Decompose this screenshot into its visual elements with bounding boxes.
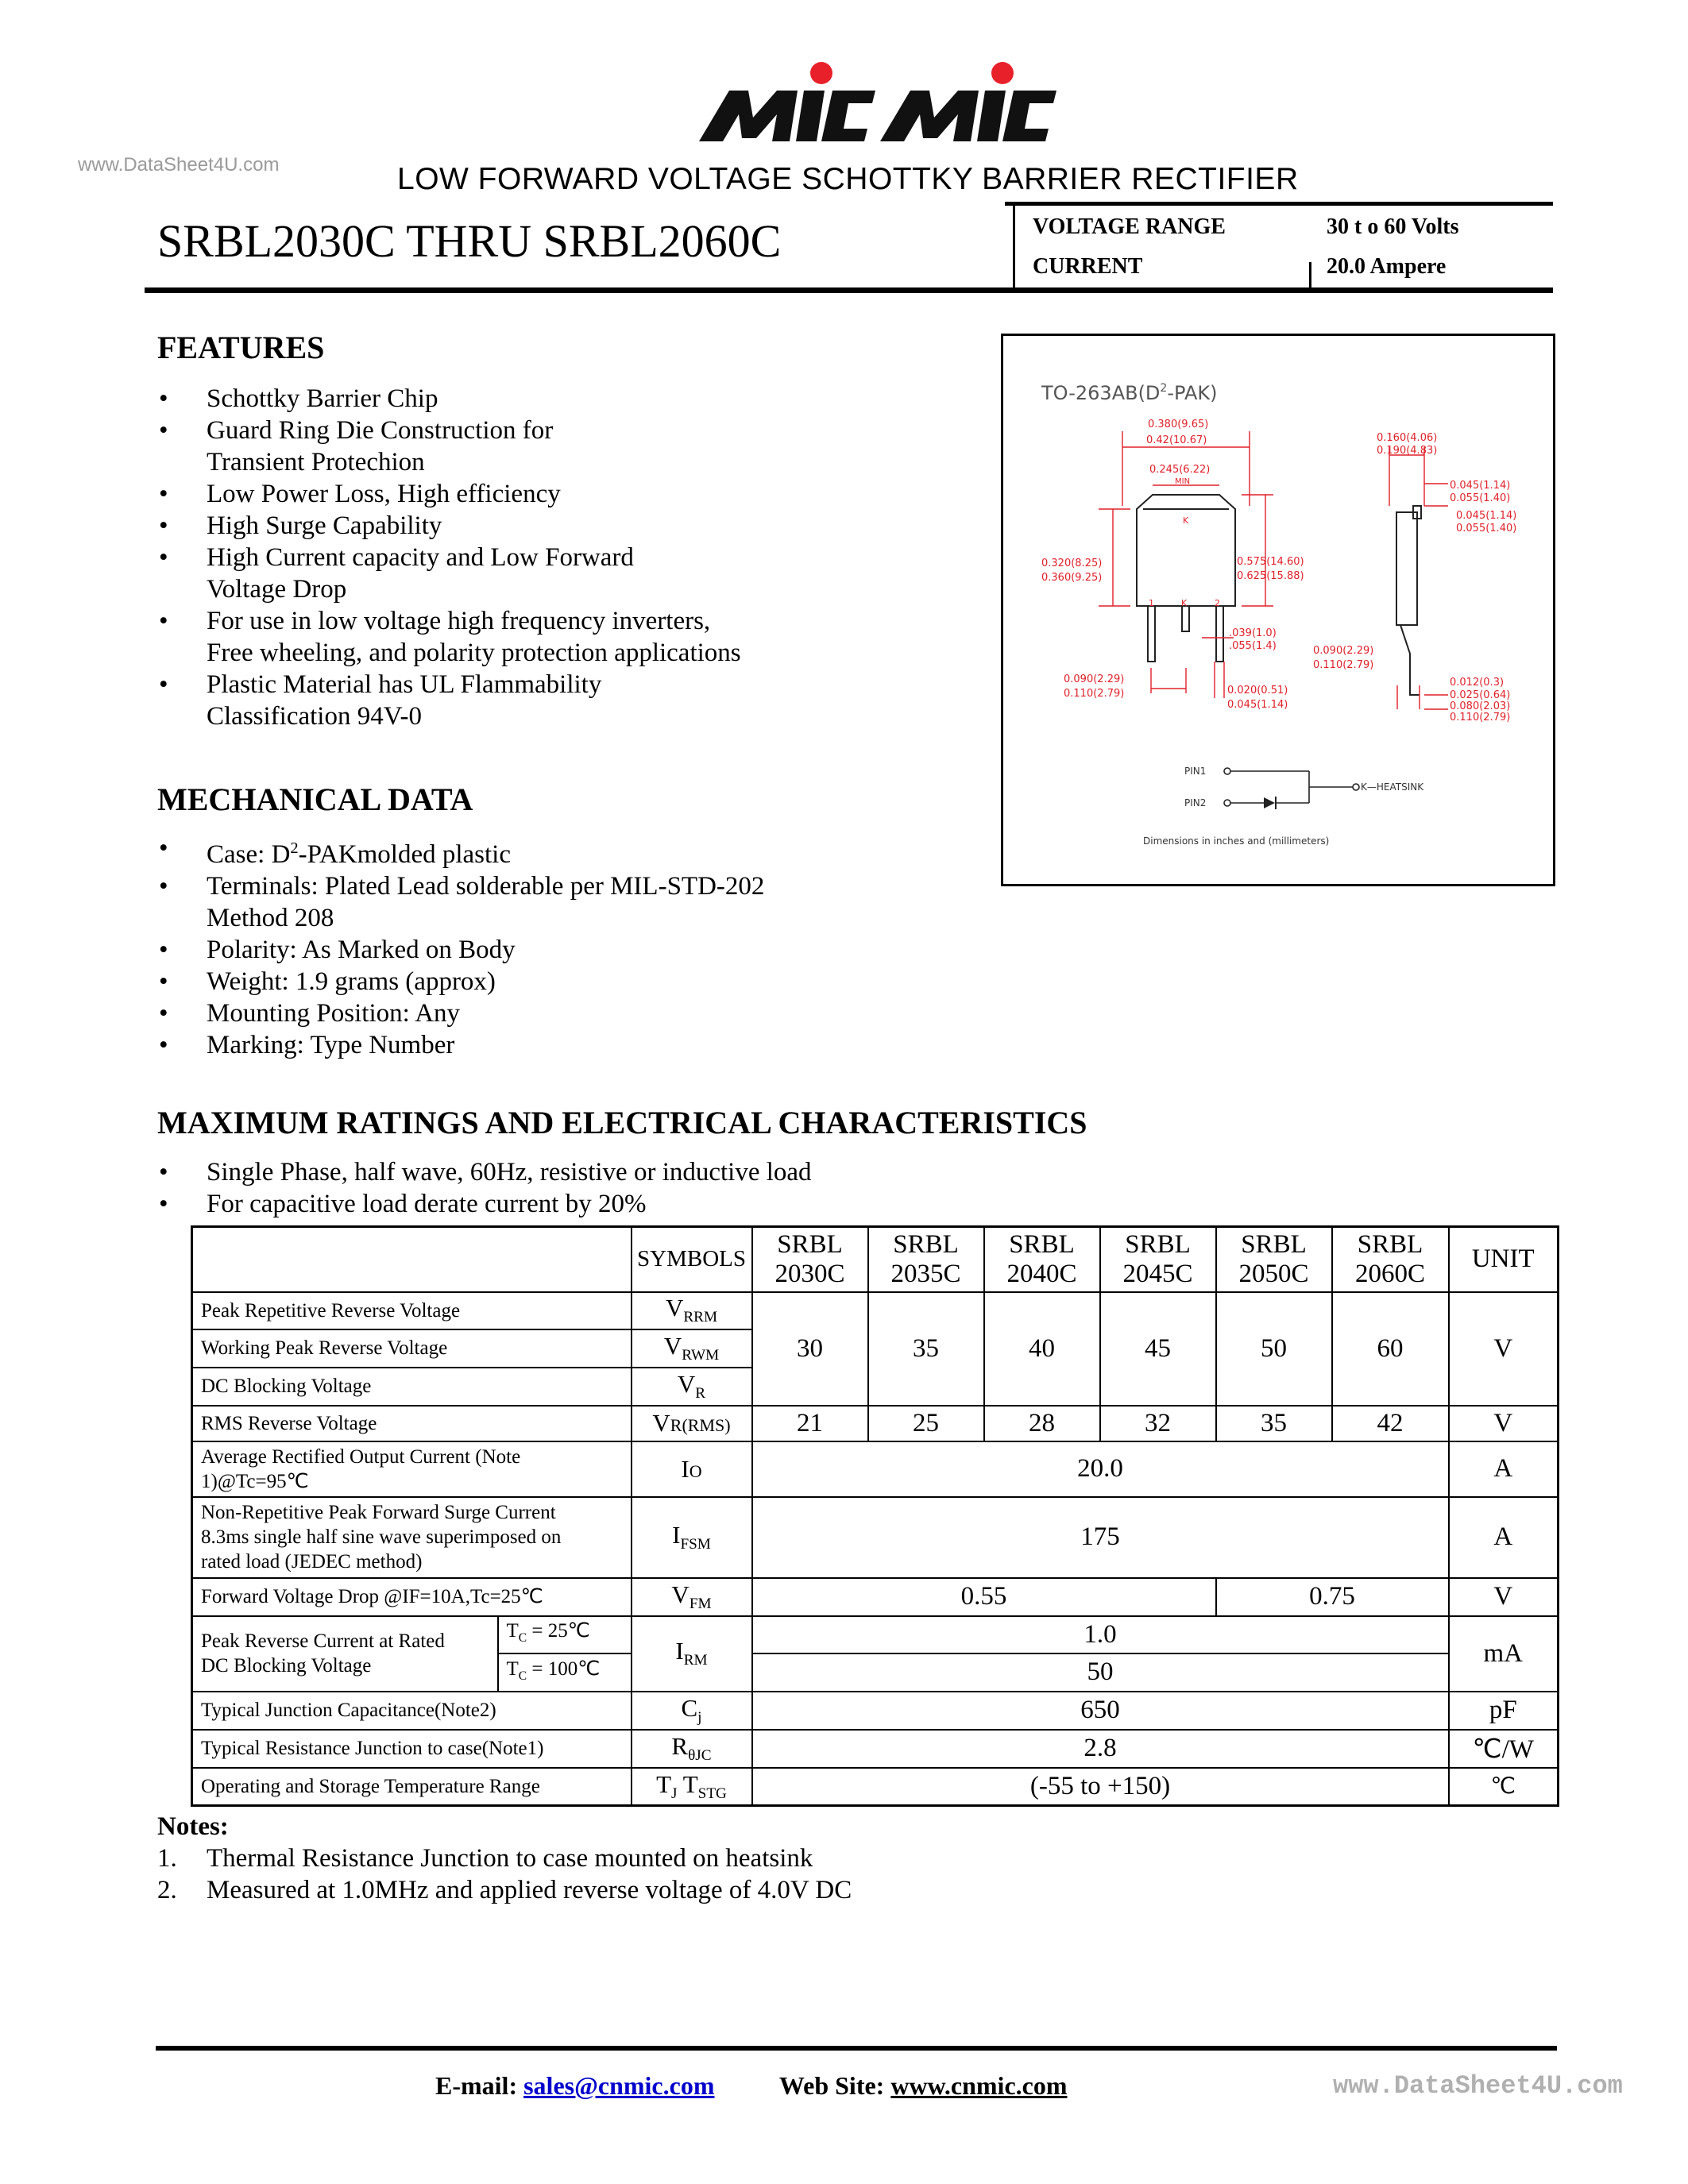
- symbol-cell: VR(RMS): [632, 1406, 752, 1441]
- dim-text: MIN: [1175, 477, 1191, 486]
- unit-cell: mA: [1449, 1616, 1559, 1692]
- footer-rule: [156, 2046, 1557, 2051]
- param-cell: Forward Voltage Drop @IF=10A,Tc=25℃: [192, 1578, 632, 1616]
- unit-cell: ℃: [1449, 1768, 1559, 1806]
- dim-text: 0.160(4.06): [1377, 432, 1438, 444]
- value-cell: 25: [868, 1406, 984, 1441]
- dim-text: .039(1.0): [1229, 627, 1277, 639]
- symbol-cell: $I_{FSM}$: [632, 1497, 752, 1578]
- param-cell: Peak Reverse Current at Rated DC Blocking Voltage: [192, 1616, 498, 1692]
- website-link[interactable]: www.cnmic.com: [890, 2071, 1068, 2100]
- table-row: [192, 1616, 1559, 1653]
- param-cell: Working Peak Reverse Voltage: [192, 1329, 632, 1368]
- dim-text: 0.42(10.67): [1146, 434, 1207, 446]
- note-item: 2. Measured at 1.0MHz and applied reverse voltage of 4.0V DC: [157, 1876, 852, 1904]
- pin1-label: PIN1: [1184, 766, 1207, 777]
- mechanical-item: • Mounting Position: Any: [157, 997, 764, 1029]
- model-header: SRBL 2030C: [752, 1227, 868, 1292]
- dim-text: 0.055(1.40): [1450, 492, 1511, 504]
- symbol-cell: $I_{RM}$: [632, 1616, 752, 1692]
- dim-text: 0.190(4.83): [1377, 445, 1438, 457]
- dim-text: 0.090(2.29): [1064, 673, 1125, 685]
- table-row: [192, 1692, 1559, 1730]
- table-row: [192, 1441, 1559, 1497]
- table-row: [192, 1292, 1559, 1329]
- symbols-header: SYMBOLS: [632, 1227, 752, 1292]
- value-cell: 42: [1332, 1406, 1449, 1441]
- condition-cell: $T_C$ = 100℃: [498, 1653, 632, 1692]
- value-cell: 2.8: [752, 1730, 1449, 1768]
- dim-text: 0.360(9.25): [1041, 572, 1103, 584]
- mechanical-list: [157, 832, 764, 1061]
- condition-item: • Single Phase, half wave, 60Hz, resistive or inductive load: [157, 1156, 812, 1188]
- logo-mic-left: [699, 62, 875, 141]
- mechanical-item: • Marking: Type Number: [157, 1029, 764, 1061]
- unit-cell: V: [1449, 1406, 1559, 1441]
- value-cell: 50: [752, 1653, 1449, 1692]
- header-top-rule: [1005, 202, 1553, 206]
- mechanical-heading: MECHANICAL DATA: [157, 781, 473, 817]
- symbol-cell: $V_R$: [632, 1368, 752, 1406]
- feature-item: • Plastic Material has UL Flammability Classification 94V-0: [157, 669, 741, 732]
- pin2-label: PIN2: [1184, 797, 1207, 808]
- param-header-cell: [192, 1227, 632, 1292]
- dim-text: 2: [1215, 598, 1220, 608]
- symbol-cell: $C_j$: [632, 1692, 752, 1730]
- unit-header: UNIT: [1449, 1227, 1559, 1292]
- dim-text: 0.045(1.14): [1456, 510, 1517, 522]
- mic-logo: [691, 56, 1064, 147]
- value-cell: 20.0: [752, 1441, 1449, 1497]
- dim-text: 0.045(1.14): [1450, 480, 1511, 492]
- mechanical-item: • Polarity: As Marked on Body: [157, 934, 764, 966]
- header-divider-1: [1013, 206, 1015, 293]
- package-title: $TO-263AB(D^2-PAK)$: [1041, 382, 1218, 404]
- table-row: [192, 1730, 1559, 1768]
- ratings-heading: MAXIMUM RATINGS AND ELECTRICAL CHARACTERISTICS: [157, 1105, 1087, 1140]
- value-cell: 35: [1216, 1406, 1332, 1441]
- features-list: [157, 383, 741, 732]
- model-header: SRBL 2060C: [1332, 1227, 1449, 1292]
- mechanical-item: • Weight: 1.9 grams (approx): [157, 966, 764, 997]
- footer-contact: E-mail: sales@cnmic.com Web Site: www.cnmic.com: [435, 2071, 1068, 2100]
- dim-text: 0.020(0.51): [1227, 685, 1288, 696]
- part-number-title: SRBL2030C THRU SRBL2060C: [157, 215, 782, 267]
- dim-text: 0.012(0.3): [1450, 677, 1505, 689]
- dim-text: 0.110(2.79): [1313, 659, 1374, 671]
- value-cell: (-55 to +150): [752, 1768, 1449, 1806]
- value-cell: 650: [752, 1692, 1449, 1730]
- unit-cell: ℃/W: [1449, 1730, 1559, 1768]
- model-header: SRBL 2050C: [1216, 1227, 1332, 1292]
- features-heading: FEATURES: [157, 330, 325, 365]
- value-cell: 60: [1332, 1292, 1449, 1406]
- param-cell: Typical Resistance Junction to case(Note1): [192, 1730, 632, 1768]
- mechanical-item: • Terminals: Plated Lead solderable per MIL-STD-202 Method 208: [157, 870, 764, 934]
- watermark-top: www.DataSheet4U.com: [78, 154, 280, 176]
- value-cell: 30: [752, 1292, 868, 1406]
- value-cell: 28: [984, 1406, 1100, 1441]
- model-header: SRBL 2035C: [868, 1227, 984, 1292]
- param-cell: Typical Junction Capacitance(Note2): [192, 1692, 632, 1730]
- condition-cell: $T_C$ = 25℃: [498, 1616, 632, 1653]
- symbol-cell: $R_{\theta JC}$: [632, 1730, 752, 1768]
- symbol-cell: IO: [632, 1441, 752, 1497]
- dim-text: 0.045(1.14): [1227, 699, 1288, 711]
- dim-text: 0.080(2.03): [1450, 700, 1511, 712]
- dim-text: 1: [1149, 598, 1154, 608]
- param-cell: Operating and Storage Temperature Range: [192, 1768, 632, 1806]
- dim-text: .055(1.4): [1229, 640, 1277, 652]
- param-cell: RMS Reverse Voltage: [192, 1406, 632, 1441]
- dim-text: 0.245(6.22): [1149, 464, 1211, 476]
- model-header: SRBL 2045C: [1100, 1227, 1216, 1292]
- dim-text: 0.090(2.29): [1313, 645, 1374, 657]
- param-cell: Average Rectified Output Current (Note 1)@Tc=95℃: [192, 1441, 632, 1497]
- dim-text: 0.380(9.65): [1148, 419, 1209, 430]
- feature-item: • High Surge Capability: [157, 510, 741, 542]
- voltage-range-label: VOLTAGE RANGE: [1033, 214, 1226, 239]
- header-bottom-rule: [145, 287, 1553, 293]
- table-row: [192, 1578, 1559, 1616]
- table-row: [192, 1497, 1559, 1578]
- unit-cell: pF: [1449, 1692, 1559, 1730]
- feature-item: • Guard Ring Die Construction for Transient Protechion: [157, 415, 741, 478]
- param-cell: Non-Repetitive Peak Forward Surge Current 8.3ms single half sine wave superimposed on rated load (JEDEC method): [192, 1497, 632, 1578]
- table-header-row: [192, 1227, 1559, 1292]
- dim-text: 0.575(14.60): [1237, 556, 1304, 568]
- dim-text: 0.625(15.88): [1237, 570, 1304, 582]
- logo-mic-right: [880, 62, 1056, 141]
- dim-text: 0.110(2.79): [1450, 712, 1511, 723]
- value-cell: 0.75: [1216, 1578, 1449, 1616]
- ratings-conditions-list: [157, 1156, 812, 1220]
- symbol-cell: $T_J$ $T_{STG}$: [632, 1768, 752, 1806]
- value-cell: 1.0: [752, 1616, 1449, 1653]
- email-link[interactable]: sales@cnmic.com: [523, 2071, 715, 2100]
- value-cell: 50: [1216, 1292, 1332, 1406]
- value-cell: 0.55: [752, 1578, 1216, 1616]
- condition-item: • For capacitive load derate current by 20%: [157, 1188, 812, 1220]
- watermark-footer: www.DataSheet4U.com: [1333, 2071, 1623, 2101]
- value-cell: 175: [752, 1497, 1449, 1578]
- document-subtitle: LOW FORWARD VOLTAGE SCHOTTKY BARRIER RECTIFIER: [397, 162, 1299, 196]
- dim-text: 0.110(2.79): [1064, 688, 1125, 700]
- dim-text: 0.320(8.25): [1041, 558, 1103, 569]
- feature-item: • Schottky Barrier Chip: [157, 383, 741, 415]
- value-cell: 32: [1100, 1406, 1216, 1441]
- note-item: 1. Thermal Resistance Junction to case mounted on heatsink: [157, 1844, 813, 1873]
- mechanical-item: • Case: $D^2$-PAKmolded plastic: [157, 832, 764, 870]
- symbol-cell: $V_{RWM}$: [632, 1329, 752, 1368]
- symbol-cell: $V_{FM}$: [632, 1578, 752, 1616]
- unit-cell: A: [1449, 1441, 1559, 1497]
- table-row: [192, 1768, 1559, 1806]
- param-cell: DC Blocking Voltage: [192, 1368, 632, 1406]
- model-header: SRBL 2040C: [984, 1227, 1100, 1292]
- dim-text: K: [1181, 598, 1188, 608]
- value-cell: 40: [984, 1292, 1100, 1406]
- package-drawing: [1003, 336, 1553, 884]
- dimensions-caption: Dimensions in inches and (millimeters): [1143, 835, 1330, 847]
- unit-cell: V: [1449, 1292, 1559, 1406]
- value-cell: 21: [752, 1406, 868, 1441]
- dim-text: 0.055(1.40): [1456, 523, 1517, 534]
- table-row: [192, 1406, 1559, 1441]
- feature-item: • High Current capacity and Low Forward Voltage Drop: [157, 542, 741, 605]
- notes-section: [157, 1811, 852, 1906]
- dim-text: 0.025(0.64): [1450, 689, 1511, 701]
- param-cell: Peak Repetitive Reverse Voltage: [192, 1292, 632, 1329]
- package-drawing-box: [1001, 334, 1555, 886]
- current-label: CURRENT: [1033, 254, 1143, 279]
- unit-cell: A: [1449, 1497, 1559, 1578]
- symbol-cell: $V_{RRM}$: [632, 1292, 752, 1329]
- heatsink-label: K—HEATSINK: [1361, 781, 1424, 793]
- voltage-range-value: 30 t o 60 Volts: [1327, 214, 1459, 239]
- feature-item: • For use in low voltage high frequency inverters, Free wheeling, and polarity protection applications: [157, 605, 741, 669]
- feature-item: • Low Power Loss, High efficiency: [157, 478, 741, 510]
- current-value: 20.0 Ampere: [1327, 254, 1447, 279]
- dim-text: K: [1183, 515, 1189, 526]
- unit-cell: V: [1449, 1578, 1559, 1616]
- ratings-table: [191, 1225, 1559, 1807]
- value-cell: 45: [1100, 1292, 1216, 1406]
- value-cell: 35: [868, 1292, 984, 1406]
- notes-heading: Notes:: [157, 1812, 229, 1841]
- header-divider-2: [1309, 262, 1311, 293]
